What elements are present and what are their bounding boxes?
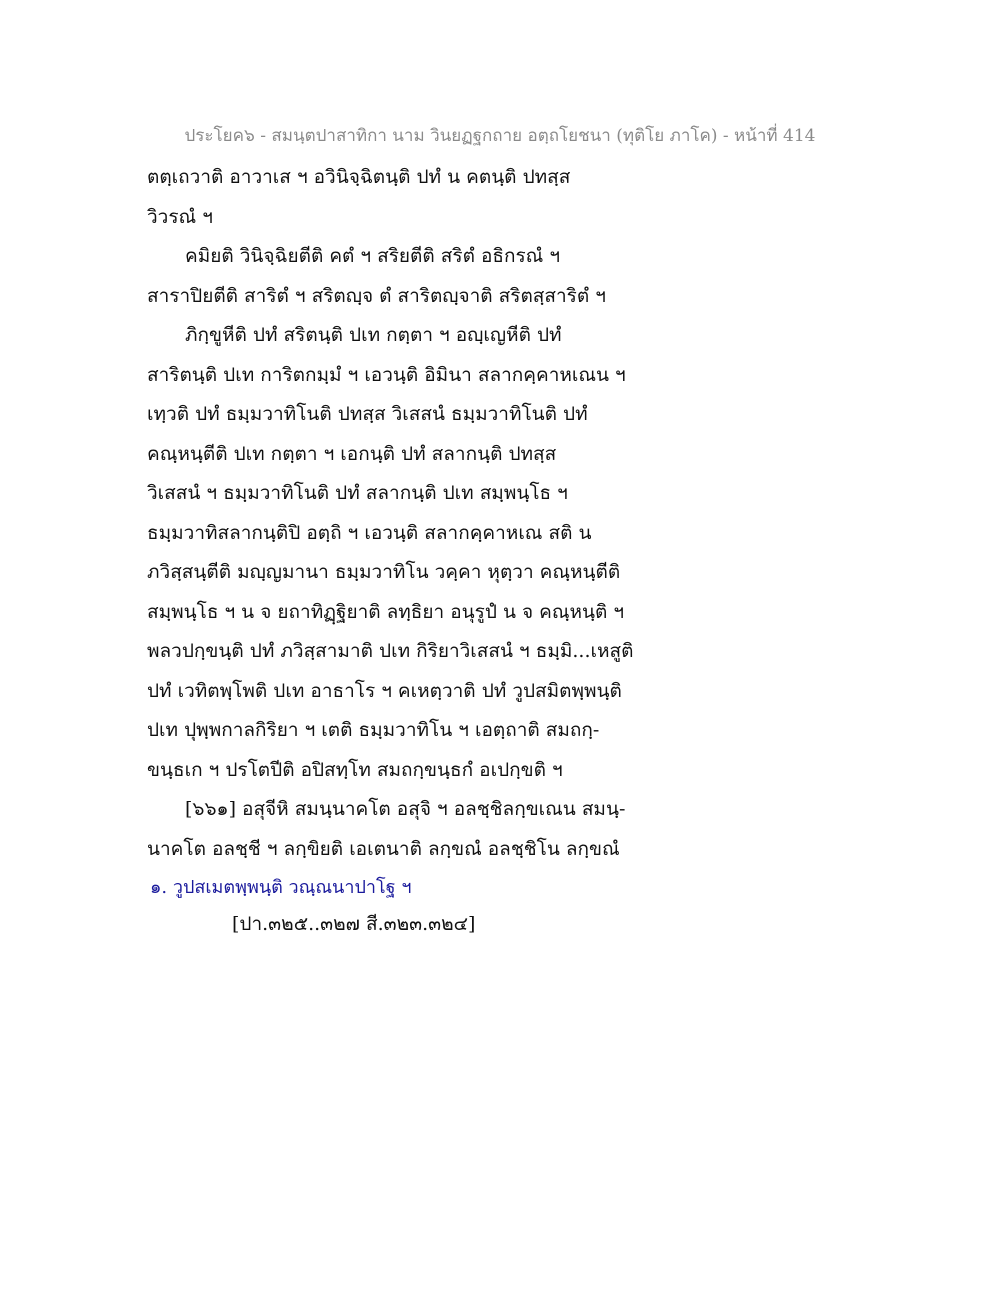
body-line: ภวิสฺสนฺตีติ มญฺญมานา ธมฺมวาทิโน วคฺคา หุตฺวา คณฺหนฺตีติ xyxy=(147,561,621,583)
body-line: วิวรณํ ฯ xyxy=(147,205,213,228)
body-line: ปเท ปุพฺพกาลกิริยา ฯ เตติ ธมฺมวาทิโน ฯ เอตฺถาติ สมถกฺ- xyxy=(147,719,600,741)
body-line: สมฺพนฺโธ ฯ น จ ยถาทิฏฺฐิยาติ ลทฺธิยา อนุรูปํ น จ คณฺหนฺติ ฯ xyxy=(147,600,625,623)
body-line: สาราปิยตีติ สาริตํ ฯ สริตญฺจ ตํ สาริตญฺจาติ สริตสฺสาริตํ ฯ xyxy=(147,284,606,307)
body-line: ปทํ เวทิตพฺโพติ ปเท อาธาโร ฯ คเหตฺวาติ ปทํ วูปสมิตพฺพนฺติ xyxy=(147,679,622,702)
page-reference: [ปา.๓๒๕..๓๒๗ สี.๓๒๓.๓๒๔] xyxy=(232,913,476,935)
body-line: สาริตนฺติ ปเท การิตกมฺมํ ฯ เอวนฺติ อิมินา สลากคฺคาหเณน ฯ xyxy=(147,363,626,386)
body-line: ภิกฺขูหีติ ปทํ สริตนฺติ ปเท กตฺตา ฯ อญฺเญหีติ ปทํ xyxy=(185,324,562,346)
body-line: ตตฺเถวาติ อาวาเส ฯ อวินิจฺฉิตนฺติ ปทํ น คตนฺติ ปทสฺส xyxy=(147,166,571,188)
body-line: ธมฺมวาทิสลากนฺติปิ อตฺถิ ฯ เอวนฺติ สลากคฺคาหเณ สติ น xyxy=(147,521,592,544)
body-line: คมิยติ วินิจฺฉิยตีติ คตํ ฯ สริยตีติ สริตํ อธิกรณํ ฯ xyxy=(185,245,561,267)
footnote: ๑. วูปสเมตพฺพนฺติ วณฺณนาปาโฐ ฯ xyxy=(150,877,412,898)
body-line: พลวปกฺขนฺติ ปทํ ภวิสฺสามาติ ปเท กิริยาวิเสสนํ ฯ ธมฺมิ...เหสูติ xyxy=(147,640,634,662)
body-line: เทฺวติ ปทํ ธมฺมวาทิโนติ ปทสฺส วิเสสนํ ธมฺมวาทิโนติ ปทํ xyxy=(147,403,588,425)
body-text xyxy=(147,158,667,869)
body-line: ขนฺธเก ฯ ปรโตปีติ อปิสทฺโท สมถกฺขนฺธกํ อเปกฺขติ ฯ xyxy=(147,758,563,781)
page-header: ประโยค๖ - สมนฺตปาสาทิกา นาม วินยฏฐกถาย อตฺถโยชนา (ทุติโย ภาโค) - หน้าที่ 414 xyxy=(184,126,816,146)
body-line: นาคโต อลชฺชี ฯ ลกฺขิยติ เอเตนาติ ลกฺขณํ อลชฺชิโน ลกฺขณํ xyxy=(147,837,620,860)
body-line: คณฺหนฺตีติ ปเท กตฺตา ฯ เอกนฺติ ปทํ สลากนฺติ ปทสฺส xyxy=(147,442,557,465)
body-line: วิเสสนํ ฯ ธมฺมวาทิโนติ ปทํ สลากนฺติ ปเท สมฺพนฺโธ ฯ xyxy=(147,482,568,504)
body-line: [๖๖๑] อสุจีหิ สมนฺนาคโต อสุจิ ฯ อลชฺชิลกฺขเณน สมนฺ- xyxy=(185,798,626,820)
